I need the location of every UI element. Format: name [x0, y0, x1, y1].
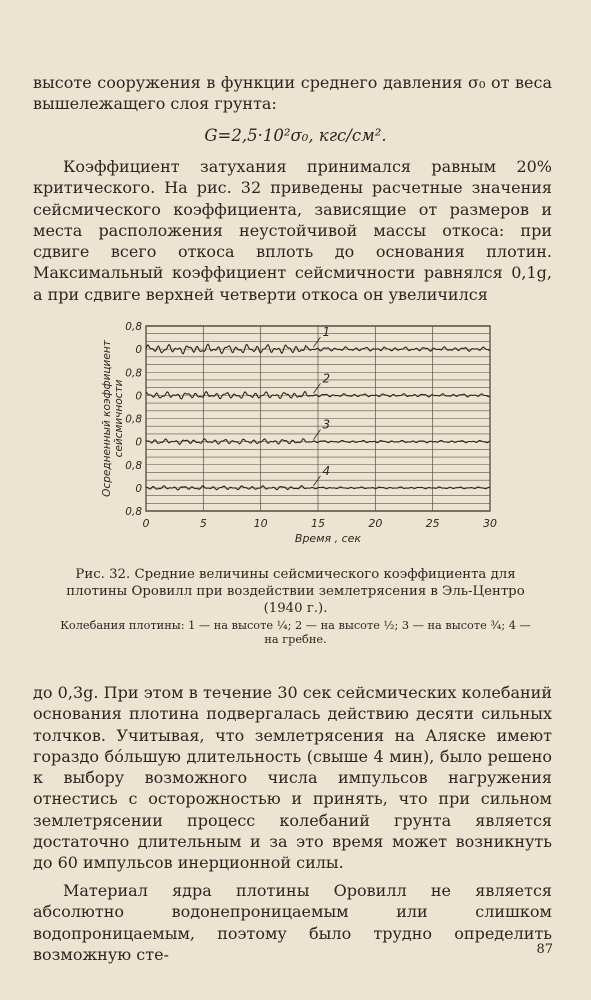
- series-label-2: 2: [322, 371, 331, 386]
- page-number: 87: [536, 942, 553, 957]
- paragraph-impulses-text: до 0,3g. При этом в течение 30 сек сейсмических колебаний основания плотина подвергалась действию десяти сильных толчков. Учитывая, что землетрясения на Аляске имеют гораздо бо́льшую длительность (свыше 4 мин), было решено к выбору возможного числа импульсов нагружения отнестись с осторожностью и принять, что при сильном землетрясении процесс колебаний грунта является достаточно длительным и за это время может возникнуть до 60 импульсов инерционной силы.: [33, 683, 552, 873]
- y-tick-label: 0: [135, 390, 142, 403]
- y-tick-label: 0: [135, 436, 142, 449]
- paragraph-core-material-text: Материал ядра плотины Оровилл не является абсолютно водонепроницаемым или слишком водопроницаемым, поэтому было трудно определить возможную сте-: [33, 881, 552, 964]
- paragraph-impulses: [33, 682, 552, 874]
- series-leader-2: [313, 383, 320, 393]
- series-label-1: 1: [322, 325, 331, 340]
- paragraph-core-material: [33, 880, 552, 965]
- series-label-4: 4: [322, 463, 331, 478]
- figure-32: [100, 318, 500, 546]
- y-tick-label: 0: [135, 344, 142, 357]
- y-tick-label: 0,8: [125, 321, 142, 333]
- y-axis-label-line2: сейсмичности: [113, 379, 125, 458]
- y-tick-label: 0: [135, 482, 142, 495]
- y-tick-label: 0,8: [125, 506, 142, 518]
- x-tick-label: 30: [483, 517, 497, 530]
- y-tick-label: 0,8: [125, 367, 142, 380]
- formula: G=2,5·10²σ₀, кгс/см².: [204, 126, 387, 145]
- y-axis-label-line1: Осредненный коэффициент: [101, 340, 113, 497]
- figure-caption-note: Колебания плотины: 1 — на высоте ¼; 2 — на высоте ½; 3 — на высоте ¾; 4 — на гребне.: [60, 619, 531, 646]
- series-leader-3: [313, 430, 320, 440]
- seismic-coefficient-chart: [100, 318, 500, 546]
- x-tick-label: 20: [368, 517, 383, 530]
- paragraph-top-text: высоте сооружения в функции среднего давления σ₀ от веса вышележащего слоя грунта:: [33, 73, 552, 114]
- x-tick-label: 5: [199, 517, 207, 530]
- x-tick-label: 10: [253, 517, 268, 530]
- paragraph-damping-text: Коэффициент затухания принимался равным 20% критического. На рис. 32 приведены расчетные значения сейсмического коэффициента, зависящие от размеров и места расположения неустойчивой массы откоса: при сдвиге всего откоса вплоть до основания плотин. Максимальный коэффициент сейсмичности равнялся 0,1g, а при сдвиге верхней четверти откоса он увеличился: [33, 157, 552, 304]
- series-leader-1: [313, 337, 320, 347]
- x-tick-label: 15: [311, 517, 325, 530]
- x-tick-label: 25: [425, 517, 440, 530]
- y-tick-label: 0,8: [125, 413, 142, 426]
- y-tick-label: 0,8: [125, 459, 142, 472]
- paragraph-top: [33, 72, 552, 115]
- series-leader-4: [313, 476, 320, 486]
- figure-caption: Рис. 32. Средние величины сейсмического коэффициента для плотины Оровилл при воздействии землетрясения в Эль-Центро (1940 г.).: [66, 567, 525, 616]
- x-axis-label: Время , сек: [294, 532, 362, 545]
- series-label-3: 3: [322, 417, 331, 432]
- paragraph-damping: [33, 156, 552, 305]
- x-tick-label: 0: [142, 517, 150, 530]
